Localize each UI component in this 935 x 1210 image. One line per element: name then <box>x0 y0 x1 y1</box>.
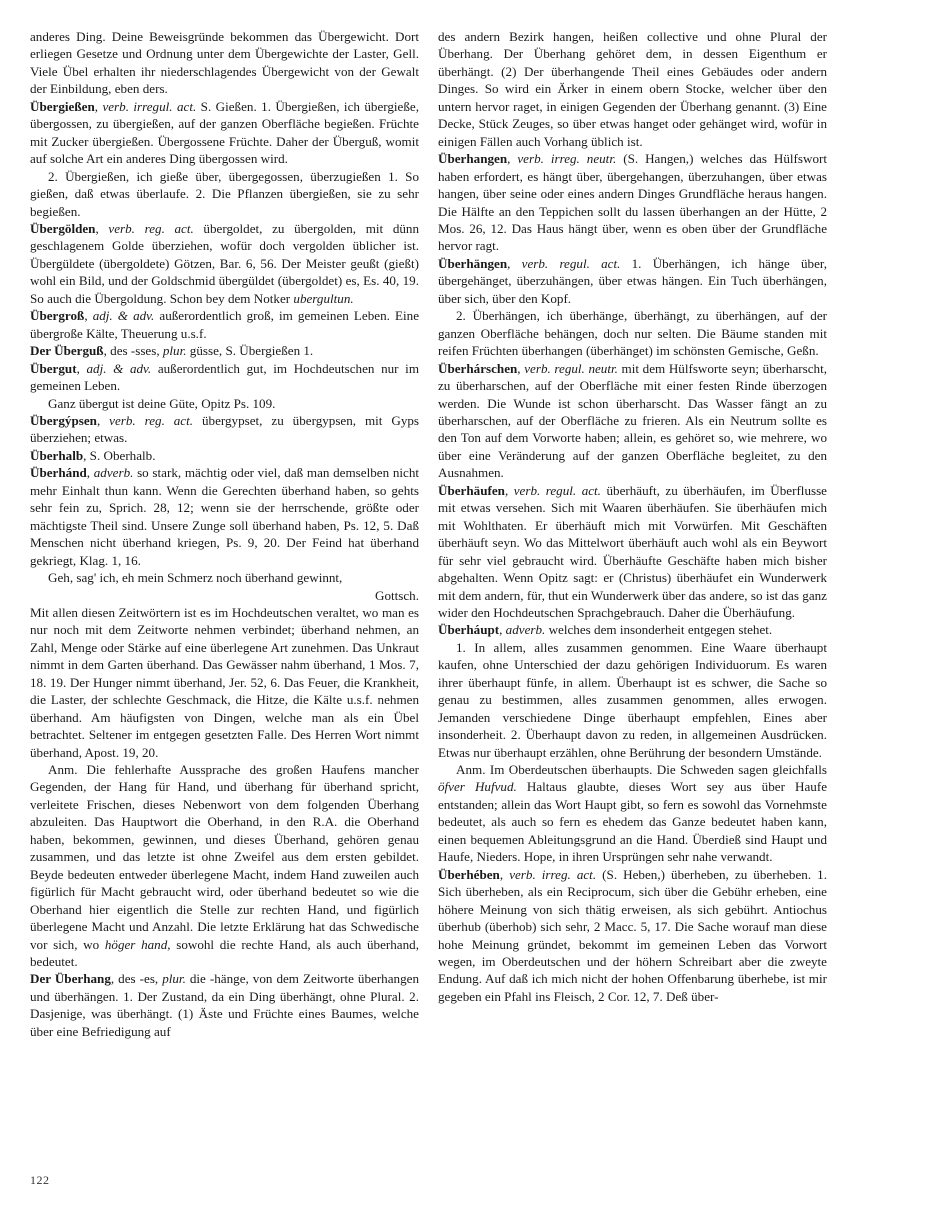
entry-paragraph <box>30 220 419 307</box>
headword: Übergýpsen <box>30 412 97 428</box>
headword: Überhangen <box>438 151 508 167</box>
headword: Übergut <box>30 360 77 376</box>
entry-paragraph <box>438 150 827 255</box>
entry-text: 1. Überhängen, ich hänge über, übergehänget, überzuhängen, über etwas hängen. Ein Tuch überhängen, über sich, über den Kopf. <box>438 255 827 306</box>
entry-text: , <box>94 98 103 114</box>
entry-text: S. Gießen. 1. Übergießen, ich übergieße, übergossen, zu übergießen, auf der ganzen Oberfläche begießen. Früchte mit Zucker übergießen. Übergossene Früchte. Daher der Überguß, womit auf solche Art ein anderes Ding übergossen wird. <box>30 98 420 167</box>
entry-text: übergypset, zu übergypsen, mit Gyps überziehen; etwas. <box>30 412 420 446</box>
grammar-label: plur. <box>162 343 187 359</box>
entry-paragraph <box>438 761 827 866</box>
entry-text: des andern Bezirk hangen, heißen collective und ohne Plural der Überhang. Der Überhang gehöret dem, in dessen Eigenthum er überhängt. (2) Der überhangende Theil eines Gebäudes oder andern Dinges. So wird ein Ärker in einem obern Stocke, welcher über den untern hervor raget, in einigen Gegenden der Überhang genannt. (3) Eine Decke, Stück Zeuges, so über etwas hanget oder gehänget wird, wofür in einigen Fällen auch Vorhang üblich ist. <box>438 29 827 149</box>
entry-text: anderes Ding. Deine Beweisgründe bekommen das Übergewicht. Dort erliegen Gesetze und Ordnung unter dem Übergewichte der Laster, Gell. Viele Übel erhalten ihr niederschlagendes Übergewicht von der Gewalt der Einbildung, eben ders. <box>30 29 419 97</box>
entry-paragraph <box>30 98 419 168</box>
entry-text: 2. Übergießen, ich gieße über, übergegossen, überzugießen 1. So gießen, daß etwas überlaufe. 2. Die Pflanzen übergießen, sie zu sehr begießen. <box>30 168 419 219</box>
entry-text: , <box>499 866 510 882</box>
entry-paragraph <box>438 307 827 359</box>
entry-text: so stark, mächtig oder viel, daß man demselben nicht mehr Einhalt thun kann. Wenn die Gerechten überhand haben, so gehts sehr fein zu, Sprich. 28, 12; wenn sie der herrschende, größte oder mächtigste Theil sind. Unsere Zunge soll überhand haben, Ps. 12, 5. Daß Menschen nicht überhand kriegen, Ps. 9, 20. Der Feind hat überhand gekriegt, Klag. 1, 16. <box>30 465 420 568</box>
entry-paragraph <box>438 621 827 638</box>
entry-paragraph <box>30 970 419 1040</box>
grammar-label: ubergultun. <box>293 290 354 306</box>
grammar-label: höger hand, <box>104 936 171 952</box>
entry-text: (S. Hangen,) welches das Hülfswort haben erfordert, es hängt über, übergehangen, überzuhangen, über etwas hangen, über seine oder eines andern Dinges Grundfläche heraus hangen. Die Hälfte an den Teppichen sollt du lassen überhangen an der Hütte, 2 Mos. 26, 12. Das Haus hängt über, wenn es oben über der Grundfläche hervor ragt. <box>438 151 828 254</box>
entry-text: güsse, S. Übergießen 1. <box>186 343 314 359</box>
entry-paragraph <box>30 307 419 342</box>
page-number: 122 <box>30 1173 50 1187</box>
entry-paragraph <box>438 255 827 307</box>
entry-text: Haltaus glaubte, dieses Wort sey aus über Haufe entstanden; allein das Wort Haupt gibt, so fern es sowohl das Vornehmste bedeutet, als auch so fern es ehedem das Ganze bedeutet haben kann, einen bequemen Ableitungsgrund an die Hand. Überdieß sind Haupt und Haufe, Nieders. Hope, in ihren Ursprüngen sehr nahe verwandt. <box>438 779 828 865</box>
entry-text: Mit allen diesen Zeitwörtern ist es im Hochdeutschen veraltet, wo man es nur noch mit dem Zeitworte nehmen verbindet; überhand nehmen, an Zahl, Menge oder Stärke auf eine überlegene Art zunehmen. Das Unkraut nimmt in dem Garten überhand. Das Gewässer nahm überhand, 1 Mos. 7, 18. 19. Der Hunger nimmt überhand, Jer. 52, 6. Das Feuer, die Krankheit, die Laster, der schlechte Geschmack, die Hitze, die Kälte u.s.f. nehmen überhand. Am häufigsten von Dingen, welche man als ein Übel betrachtet. Seltener im entgegen gesetzten Falle. Des Herren Wort nimmt überhand, Apost. 19, 20. <box>30 604 419 760</box>
grammar-label: plur. <box>162 971 186 987</box>
entry-text: , <box>507 255 522 271</box>
headword: Überhárschen <box>438 360 518 376</box>
entry-text: (S. Heben,) überheben, zu überheben. 1. Sich überheben, als ein Reciprocum, sich über die Gebühr erheben, eine höhere Meinung von sich thätig erweisen, als sich gebührt. Antiochus überhub (überhob) sich sehr, 2 Macc. 5, 17. Die Sache worauf man diese hohe Meinung gründet, bekommt im gemeinen Leben das Vorwort wegen, im Oberdeutschen und der höhern Schreibart aber die zweyte Endung. Auf daß ich mich nicht der hohen Offenbarung überhebe, ist mir gegeben ein Pfahl ins Fleisch, 2 Cor. 12, 7. Deß über- <box>438 866 827 1004</box>
entry-paragraph <box>438 28 827 150</box>
entry-paragraph <box>30 464 419 569</box>
entry-text: , <box>84 308 93 324</box>
entry-paragraph <box>30 761 419 970</box>
entry-paragraph <box>438 866 827 1006</box>
quoted-verse <box>30 569 419 586</box>
entry-text: , <box>95 220 109 236</box>
grammar-label: öfver Hufvud. <box>438 779 517 795</box>
entry-text: , <box>507 151 518 167</box>
entry-text: Anm. Im Oberdeutschen überhaupts. Die Schweden sagen gleichfalls <box>456 762 827 778</box>
entry-text: 2. Überhängen, ich überhänge, überhängt, zu überhängen, auf der ganzen Oberfläche behängen, doch nur selten. Die Bäume standen mit reifen Früchten überhangen (überhänget) im schönsten Gemische, Geßn. <box>438 308 827 359</box>
entry-paragraph <box>438 482 827 622</box>
headword: Überhäufen <box>438 482 505 498</box>
entry-paragraph <box>30 168 419 220</box>
headword: Überháupt <box>438 622 500 638</box>
entry-paragraph <box>30 447 419 464</box>
headword: Überhánd <box>30 465 87 481</box>
entry-text: sowohl die rechte Hand, als auch überhand, bedeutet. <box>30 936 419 970</box>
grammar-label: adverb. <box>505 622 546 638</box>
grammar-label: verb. reg. act. <box>108 220 194 236</box>
entry-text: , <box>504 482 514 498</box>
right-column <box>438 28 827 1005</box>
left-column <box>30 28 419 1040</box>
entry-text: mit dem Hülfsworte seyn; überharscht, zu überharschen, auf der Oberfläche mit einer festen Rinde überzogen werden. Die Wunde ist schon überharscht. Das Wasser fängt an zu überharschen, auf der Oberfläche zu frieren. Als ein Neutrum sollte es den Ton auf dem Vorworte haben; allein, es gehöret so, wie mehrere, wo über eine Veränderung auf der ganzen Oberfläche begleitet, zu den Ausnahmen. <box>438 360 827 481</box>
citation-source <box>30 587 419 604</box>
grammar-label: adj. & adv. <box>86 360 152 376</box>
entry-text: , des -es, <box>110 971 163 987</box>
entry-paragraph <box>30 604 419 761</box>
entry-text: , S. Oberhalb. <box>83 447 156 463</box>
entry-paragraph <box>30 28 419 98</box>
entry-text: die -hänge, von dem Zeitworte überhangen und überhängen. 1. Der Zustand, da ein Ding überhängt, ohne Plural. 2. Dasjenige, was überhängt. (1) Äste und Früchte eines Baumes, welche über eine Befriedigung auf <box>30 971 419 1039</box>
grammar-label: verb. regul. neutr. <box>524 360 618 376</box>
grammar-label: verb. regul. act. <box>513 482 601 498</box>
grammar-label: verb. reg. act. <box>109 412 194 428</box>
entry-text: 1. In allem, alles zusammen genommen. Eine Waare überhaupt kaufen, ohne Unterschied der dazu gehörigen Individuorum. Es waren ihrer überhaupt fünfe, in allem. Überhaupt ist es schwer, die Sache so genau zu bestimmen, alles zusammen genommen, alles erwogen. Jemanden verschiedene Dinge überhaupt empfehlen, Eines aber insonderheit. 2. Überhaupt davon zu reden, in allgemeinen Ausdrücken. Etwas nur überhaupt erzählen, ohne Berührung der besondern Umstände. <box>438 639 827 760</box>
grammar-label: adj. & adv. <box>92 308 155 324</box>
grammar-label: verb. irregul. act. <box>102 98 197 114</box>
entry-paragraph <box>30 412 419 447</box>
headword: Übergießen <box>30 98 95 114</box>
grammar-label: verb. regul. act. <box>521 255 621 271</box>
entry-text: , <box>86 465 94 481</box>
entry-text: , <box>76 360 87 376</box>
grammar-label: verb. irreg. act. <box>509 866 597 882</box>
entry-text: welches dem insonderheit entgegen stehet. <box>545 622 773 638</box>
entry-paragraph <box>30 342 419 359</box>
entry-paragraph <box>30 360 419 395</box>
entry-text: außerordentlich gut, im Hochdeutschen nur im gemeinen Leben. <box>30 360 420 394</box>
headword: Überhében <box>438 866 500 882</box>
entry-text: überhäuft, zu überhäufen, im Überflusse mit etwas versehen. Sich mit Waaren überhäufen. Sie überhäufen mich mit Wohlthaten. Er überhäuft mich mit Vorwürfen. Mit Geschäften überhäuft seyn. Wo das Mittelwort überhäuft auch wohl als ein Beywort für sehr viel gebraucht wird. Überhäufte Geschäfte haben mich bisher abgehalten. Wenn Opitz sagt: er (Christus) überhäufet ein Wunderwerk mit dem andern, für, thut ein Wunderwerk über das andere, so ist das ganz wider den Hochdeutschen Sprachgebrauch. Daher die Überhäufung. <box>438 482 827 620</box>
entry-text: Anm. Die fehlerhafte Aussprache des großen Haufens mancher Gegenden, der Hang für Hand, und überhang für überhand spricht, verleitete Frischen, dieses Nebenwort von dem folgenden Überhang abzuleiten. Das Hauptwort die Oberhand, in den R.A. die Oberhand haben, bekommen, gewinnen, und dieses Überhand, gehören genau zusammen, und das letzte ist ohne Zweifel aus dem ersten gebildet. Beyde bedeuten entweder überlegene Macht, indem Hand zuweilen auch figürlich für Macht gebraucht wird, oder überhand bedeutet so wie die Oberhand hier eigentlich die Stelle zur rechten Hand, und figürlich überlegene Macht und Anzahl. Die letzte Erklärung hat das Schwedische vor sich, wo <box>30 762 419 952</box>
headword: Überhängen <box>438 255 508 271</box>
headword: Überhalb <box>30 447 84 463</box>
entry-paragraph <box>438 639 827 761</box>
entry-text: Geh, sag' ich, eh mein Schmerz noch überhand gewinnt, <box>48 570 343 586</box>
grammar-label: adverb. <box>93 465 134 481</box>
headword: Übergroß <box>30 308 85 324</box>
headword: Der Überhang <box>30 971 111 987</box>
headword: Übergölden <box>30 220 96 236</box>
headword: Der Überguß <box>30 343 104 359</box>
entry-text: Gottsch. <box>374 587 419 603</box>
entry-text: übergoldet, zu übergolden, mit dünn geschlagenem Golde überziehen, wofür doch vergolden üblicher ist. Übergüldete (übergoldete) Götzen, Bar. 6, 56. Der Meister geußt (gießt) wohl ein Bild, und der Goldschmid übergüldet (übergoldet) es, Es. 40, 19. So auch die Übergoldung. Schon bey dem Notker <box>30 220 420 306</box>
grammar-label: verb. irreg. neutr. <box>517 151 617 167</box>
entry-text: außerordentlich groß, im gemeinen Leben. Eine übergroße Kälte, Theuerung u.s.f. <box>30 308 419 341</box>
entry-text: , des -sses, <box>103 343 163 359</box>
entry-paragraph <box>438 360 827 482</box>
entry-text: , <box>499 622 506 638</box>
entry-text: , <box>517 360 525 376</box>
entry-text: Ganz übergut ist deine Güte, Opitz Ps. 109. <box>48 395 276 411</box>
quoted-verse <box>30 395 419 412</box>
entry-text: , <box>96 412 110 428</box>
